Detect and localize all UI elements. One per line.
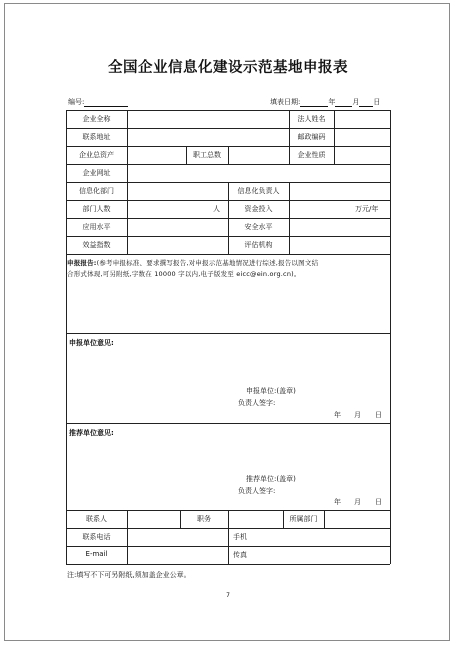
investment-label: 资金投入 bbox=[244, 205, 273, 213]
address-label: 联系地址 bbox=[82, 133, 111, 141]
website-label: 企业网址 bbox=[82, 169, 111, 177]
company-name-input[interactable] bbox=[127, 111, 289, 128]
day-label: 日 bbox=[373, 98, 381, 106]
recommender-month-label: 月 bbox=[354, 498, 361, 506]
app-level-label: 应用水平 bbox=[82, 223, 111, 231]
app-level-input[interactable] bbox=[127, 219, 228, 236]
info-dept-label: 信息化部门 bbox=[79, 187, 114, 195]
benefit-index-label: 效益指数 bbox=[82, 241, 111, 249]
day-input-line[interactable] bbox=[359, 98, 373, 107]
email-input[interactable] bbox=[127, 547, 228, 564]
applicant-sign-label: 负责人签字: bbox=[238, 399, 276, 407]
applicant-unit-label: 申报单位:(盖章) bbox=[246, 387, 296, 395]
applicant-opinion-label: 申报单位意见: bbox=[69, 339, 114, 347]
website-input[interactable] bbox=[127, 165, 390, 182]
address-input[interactable] bbox=[127, 129, 289, 146]
code-label: 编号: bbox=[68, 98, 85, 106]
month-label: 月 bbox=[352, 98, 360, 106]
security-level-label: 安全水平 bbox=[244, 223, 273, 231]
recommender-opinion-label: 推荐单位意见: bbox=[69, 429, 114, 437]
report-text bbox=[67, 258, 389, 280]
applicant-day-label: 日 bbox=[375, 411, 382, 419]
postcode-label: 邮政编码 bbox=[297, 133, 326, 141]
phone-input[interactable] bbox=[127, 529, 228, 546]
code-field bbox=[68, 97, 128, 107]
mobile-label: 手机 bbox=[233, 533, 247, 541]
employees-label: 职工总数 bbox=[193, 151, 221, 159]
applicant-opinion-input[interactable] bbox=[67, 348, 389, 384]
recommender-sign-label: 负责人签字: bbox=[238, 487, 276, 495]
position-input[interactable] bbox=[228, 511, 283, 528]
fax-input[interactable] bbox=[260, 547, 390, 564]
applicant-year-label: 年 bbox=[334, 411, 341, 419]
mobile-input[interactable] bbox=[260, 529, 390, 546]
phone-label: 联系电话 bbox=[82, 533, 111, 541]
security-level-input[interactable] bbox=[289, 219, 390, 236]
report-instruction-1: (参考申报标准、要求撰写报告,对申报示范基地情况进行综述,报告以图文结 bbox=[96, 259, 319, 267]
position-label: 职务 bbox=[197, 515, 211, 523]
year-label: 年 bbox=[328, 98, 336, 106]
applicant-month-label: 月 bbox=[354, 411, 361, 419]
date-label: 填表日期: bbox=[270, 98, 301, 106]
email-label: E-mail bbox=[85, 550, 108, 558]
evaluator-input[interactable] bbox=[289, 237, 390, 254]
recommender-year-label: 年 bbox=[334, 498, 341, 506]
footnote: 注:填写不下可另附纸,须加盖企业公章。 bbox=[67, 571, 191, 579]
total-assets-label: 企业总资产 bbox=[79, 151, 114, 159]
recommender-unit-label: 推荐单位:(盖章) bbox=[246, 475, 296, 483]
employees-input[interactable] bbox=[228, 147, 289, 164]
company-type-label: 企业性质 bbox=[297, 151, 326, 159]
legal-person-input[interactable] bbox=[334, 111, 390, 128]
report-input-area[interactable] bbox=[67, 282, 389, 332]
contact-person-label: 联系人 bbox=[86, 515, 107, 523]
report-label: 申报报告: bbox=[67, 259, 97, 267]
date-field bbox=[270, 97, 380, 107]
recommender-opinion-input[interactable] bbox=[67, 438, 389, 472]
dept-input[interactable] bbox=[324, 511, 390, 528]
code-input-line[interactable] bbox=[84, 98, 128, 107]
recommender-day-label: 日 bbox=[375, 498, 382, 506]
person-unit-label: 人 bbox=[213, 205, 220, 213]
report-instruction-2: 合形式体现,可另附纸,字数在 10000 字以内,电子版发至 eicc@ein.org.cn)。 bbox=[67, 270, 301, 278]
legal-person-label: 法人姓名 bbox=[297, 115, 326, 123]
year-input-line[interactable] bbox=[300, 98, 328, 107]
evaluator-label: 评估机构 bbox=[244, 241, 273, 249]
month-input-line[interactable] bbox=[335, 98, 352, 107]
info-head-input[interactable] bbox=[289, 183, 390, 200]
benefit-index-input[interactable] bbox=[127, 237, 228, 254]
info-head-label: 信息化负责人 bbox=[237, 187, 280, 195]
fax-label: 传真 bbox=[233, 551, 247, 559]
page-number: 7 bbox=[226, 592, 230, 599]
money-unit-label: 万元/年 bbox=[355, 205, 379, 213]
postcode-input[interactable] bbox=[334, 129, 390, 146]
info-dept-input[interactable] bbox=[127, 183, 228, 200]
company-type-input[interactable] bbox=[334, 147, 390, 164]
contact-person-input[interactable] bbox=[127, 511, 180, 528]
total-assets-input[interactable] bbox=[127, 147, 186, 164]
dept-label: 所属部门 bbox=[289, 515, 318, 523]
company-name-label: 企业全称 bbox=[82, 115, 111, 123]
form-title: 全国企业信息化建设示范基地申报表 bbox=[108, 60, 348, 76]
dept-count-label: 部门人数 bbox=[82, 205, 111, 213]
